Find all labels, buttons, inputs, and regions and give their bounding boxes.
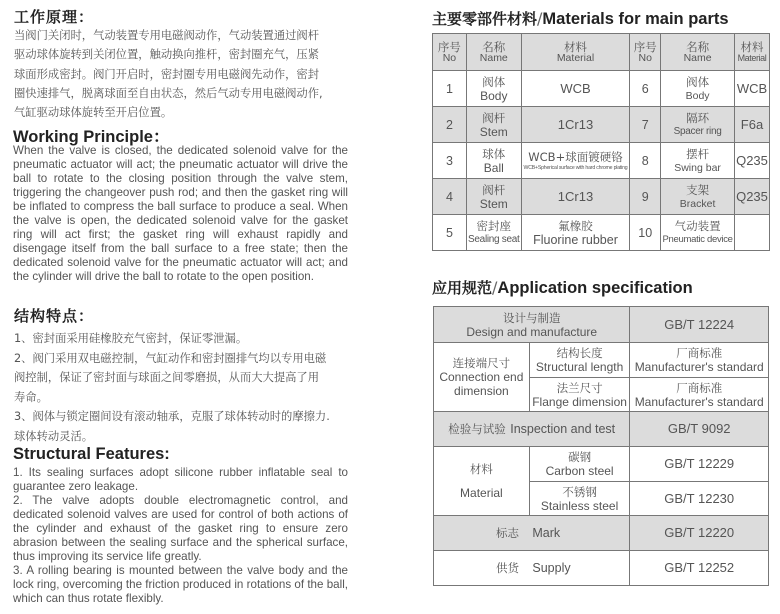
application-title [432, 277, 693, 298]
text-line: 2、阀门采用双电磁控制，气缸动作和密封圈排气均以专用电磁 [14, 351, 327, 365]
cell-text-en: Sealing seat [468, 233, 520, 245]
cell-text-cn: 名称 [686, 39, 710, 54]
cell-text-cn: 连接端尺寸 [452, 356, 511, 370]
cell-material-2: F6a [734, 107, 769, 143]
text-line: 1、密封面采用硅橡胶充气密封，保证零泄漏。 [14, 332, 248, 345]
cell-text-en: Spacer ring [673, 125, 722, 137]
cell-no: 2 [433, 107, 467, 143]
cell-text-cn: 序号 [437, 39, 461, 54]
mark-en: Mark [532, 526, 561, 540]
inspection-label [434, 412, 630, 447]
cell-text-cn: 法兰尺寸 [556, 380, 603, 395]
cell-text-en: Material [556, 51, 595, 64]
cell-name [466, 179, 521, 215]
structural-features-cn-text [14, 329, 369, 447]
cell-text-cn: 阀杆 [482, 110, 506, 125]
spec-row-design [434, 307, 769, 343]
spec-row-carbon-steel [434, 447, 769, 482]
cell-material-2: Q235 [734, 179, 769, 215]
structural-features-en-heading: Structural Features: [13, 445, 170, 463]
stainless-steel-value: GB/T 12230 [630, 482, 769, 516]
cell-no-2: 8 [630, 143, 661, 179]
table-header-row [433, 34, 770, 71]
inspection-cn: 检验与试验 [448, 422, 506, 436]
cell-text-cn: 气动装置 [674, 218, 721, 233]
cell-name-2 [661, 179, 735, 215]
text-line: 当阀门关闭时，气动装置专用电磁阀动作，气动装置通过阀杆 [14, 29, 320, 42]
cell-name [466, 143, 521, 179]
stainless-steel-label [529, 482, 630, 516]
text-line: 阀控制，保证了密封面与球面之间零磨损，从而大大提高了用 [14, 371, 320, 385]
cell-text-en: Name [683, 51, 712, 64]
design-label [434, 307, 630, 343]
cell-text-cn: 氟橡胶 [558, 218, 593, 233]
cell-text-cn: 阀体 [686, 74, 710, 89]
feature-item: 2. The valve adopts double electromagnetic control, and dedicated solenoid valves are used for control of both actions of the cylinder and exhaust of the gasket ring to ensure zero abrasion between the sealing surface and the spherical surface, thus improving its service life greatly. [13, 494, 348, 563]
cell-name-2 [661, 143, 735, 179]
spec-row-mark [434, 516, 769, 551]
cell-text-cn: 名称 [482, 39, 506, 54]
cell-name [466, 71, 521, 107]
table-row [433, 71, 770, 107]
cell-no-2: 10 [630, 215, 661, 251]
materials-table [432, 33, 770, 251]
header-name-2 [661, 34, 735, 71]
application-title-cn: 应用规范 [432, 279, 493, 297]
design-value: GB/T 12224 [630, 307, 769, 343]
structural-features-en-list [13, 466, 348, 606]
cell-text-en: Bracket [679, 197, 716, 210]
structural-length-value [630, 343, 769, 378]
carbon-steel-label [529, 447, 630, 482]
cell-text-en: No [638, 51, 652, 64]
spec-row-inspection [434, 412, 769, 447]
text-line: 寿命。 [14, 390, 48, 404]
cell-text-cn: WCB+球面镀硬铬 [528, 149, 623, 164]
cell-text-cn: 球体 [482, 146, 506, 161]
cell-text-en: Stem [479, 196, 508, 211]
materials-title-en: Materials for main parts [542, 10, 729, 28]
cell-text-en: Swing bar [674, 161, 721, 174]
text-line: 气缸驱动球体旋转至开启位置。 [14, 106, 173, 120]
cell-material [521, 143, 630, 179]
mark-value: GB/T 12220 [630, 516, 769, 551]
cell-text-cn: 厂商标准 [676, 380, 723, 395]
cell-text-en: Body [685, 89, 710, 102]
cell-text-en: Fluorine rubber [533, 232, 618, 247]
inspection-en: Inspection and test [510, 422, 616, 436]
feature-item: 1. Its sealing surfaces adopt silicone rubber inflatable seal to guarantee zero leakage. [13, 466, 348, 493]
flange-dimension-value [630, 378, 769, 412]
cell-no: 3 [433, 143, 467, 179]
spec-row-supply [434, 551, 769, 586]
application-table [433, 306, 769, 586]
cell-material: 1Cr13 [521, 179, 630, 215]
cell-text-cn: 不锈钢 [562, 484, 597, 499]
cell-text-cn: 结构长度 [556, 346, 603, 360]
supply-label [434, 551, 630, 586]
cell-material-2: Q235 [734, 143, 769, 179]
cell-text-cn: 阀杆 [482, 182, 506, 197]
cell-text-en: Structural length [535, 360, 624, 374]
working-principle-en-heading: Working Principle： [13, 128, 170, 146]
cell-text-en: Body [480, 88, 508, 103]
cell-material-2 [734, 215, 769, 251]
cell-no: 4 [433, 179, 467, 215]
cell-text-en: Material [460, 486, 503, 500]
working-principle-cn-heading: 工作原理： [14, 8, 95, 26]
text-line: 球体转动灵活。 [14, 429, 94, 443]
cell-text-cn: 材料 [564, 39, 587, 54]
cell-material-2: WCB [734, 71, 769, 107]
structural-length-label [529, 343, 630, 378]
text-line: 圈快速排气，脱离球面至自由状态，然后气动专用电磁阀动作, [14, 86, 323, 100]
cell-material [521, 215, 630, 251]
cell-text-en: WCB+Spherical surface with hard chrome plating [523, 164, 628, 171]
cell-text-cn: 材料 [469, 462, 493, 476]
cell-text-en: Connection end dimension [439, 370, 524, 398]
cell-text-cn: 摆杆 [686, 146, 710, 161]
title-slash: / [492, 278, 498, 297]
header-material [521, 34, 630, 71]
header-no [433, 34, 467, 71]
table-row [433, 107, 770, 143]
cell-text-cn: 设计与制造 [502, 310, 561, 325]
connection-label [434, 343, 530, 412]
table-row [433, 143, 770, 179]
working-principle-en-text: When the valve is closed, the dedicated solenoid valve for the pneumatic actuator will act; the pneumatic actuator will drive the ball to rotate to the closing position through the valve stem, triggering the changeover push rod; and then the gasket ring will be inflated to compress the ball surface to produce a seal. When the valve is open, the dedicated solenoid valve for the gasket ring will act first; the gasket ring will exhaust rapidly and disengage itself from the ball surface to a free state; then the dedicated solenoid valve for the pneumatic actuator will act; and the cylinder will drive the ball to rotate to the open position. [13, 144, 348, 283]
cell-text-cn: 隔环 [686, 110, 710, 125]
cell-text-en: Manufacturer's standard [634, 360, 764, 374]
cell-material: 1Cr13 [521, 107, 630, 143]
cell-text-en: No [442, 51, 457, 64]
feature-item: 3. A rolling bearing is mounted between the valve body and the lock ring, overcoming the friction produced in rotations of the ball, which can thus rotate flexibly. [13, 564, 348, 605]
materials-title [432, 8, 729, 29]
cell-name [466, 107, 521, 143]
material-label [434, 447, 530, 516]
spec-row-structural-length [434, 343, 769, 378]
text-line: 驱动球体旋转到关闭位置，触动换向推杆，密封圈充气，压紧 [14, 48, 320, 62]
cell-text-en: Manufacturer's standard [634, 394, 764, 409]
cell-no-2: 9 [630, 179, 661, 215]
carbon-steel-value: GB/T 12229 [630, 447, 769, 482]
cell-text-en: Stainless steel [540, 498, 619, 513]
cell-text-en: Name [479, 51, 508, 64]
cell-material: WCB [521, 71, 630, 107]
text-line: 球面形成密封。阀门开启时，密封圈专用电磁阀先动作，密封 [14, 67, 320, 81]
working-principle-cn-text [14, 26, 369, 122]
inspection-value: GB/T 9092 [630, 412, 769, 447]
cell-no: 1 [433, 71, 467, 107]
table-row [433, 215, 770, 251]
cell-text-cn: 阀体 [482, 74, 506, 89]
cell-name-2 [661, 215, 735, 251]
table-row [433, 179, 770, 215]
cell-name-2 [661, 107, 735, 143]
cell-text-en: Material [737, 52, 767, 63]
cell-text-cn: 碳钢 [568, 450, 592, 464]
header-no-2 [630, 34, 661, 71]
title-slash: / [537, 9, 543, 28]
cell-text-en: Flange dimension [532, 394, 627, 409]
application-title-en: Application specification [497, 279, 693, 297]
cell-text-en: Carbon steel [545, 464, 614, 478]
cell-text-en: Pneumatic device [662, 233, 733, 245]
cell-text-cn: 厂商标准 [676, 346, 723, 360]
cell-text-en: Design and manufacture [466, 324, 598, 339]
flange-dimension-label [529, 378, 630, 412]
cell-name-2 [661, 71, 735, 107]
cell-no-2: 6 [630, 71, 661, 107]
supply-value: GB/T 12252 [630, 551, 769, 586]
cell-text-en: Ball [483, 160, 504, 175]
header-material-2 [734, 34, 769, 71]
header-name [466, 34, 521, 71]
cell-text-cn: 支架 [686, 182, 710, 197]
materials-title-cn: 主要零部件材料 [432, 10, 538, 28]
cell-text-cn: 材料 [740, 39, 764, 54]
mark-label [434, 516, 630, 551]
supply-en: Supply [532, 561, 571, 575]
supply-cn: 供货 [496, 561, 520, 575]
cell-text-cn: 序号 [633, 39, 657, 54]
cell-text-cn: 密封座 [476, 218, 512, 233]
text-line: 3、阀体与锁定圈间设有滚动轴承，克服了球体转动时的摩擦力. [14, 410, 330, 424]
cell-no: 5 [433, 215, 467, 251]
cell-no-2: 7 [630, 107, 661, 143]
mark-cn: 标志 [496, 526, 520, 540]
structural-features-cn-heading: 结构特点： [14, 307, 95, 325]
cell-name [466, 215, 521, 251]
cell-text-en: Stem [479, 124, 508, 139]
